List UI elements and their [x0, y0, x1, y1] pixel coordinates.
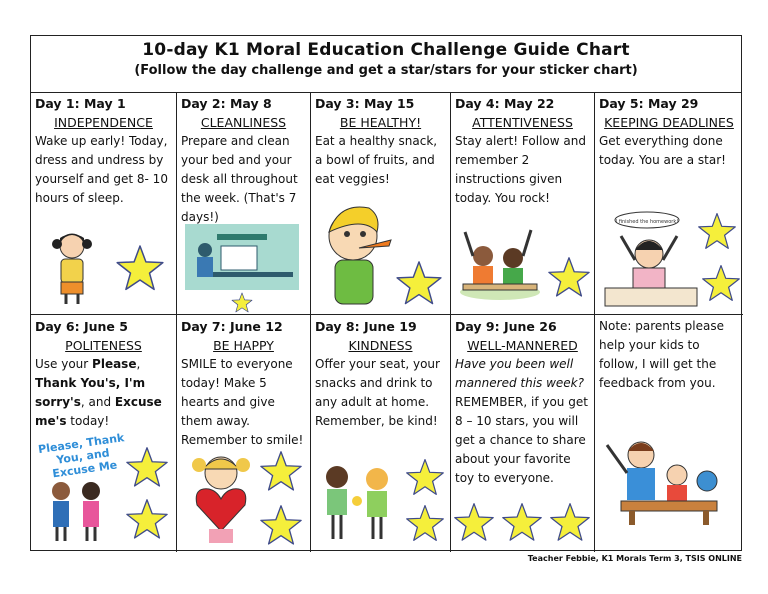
star-sticker — [547, 256, 591, 300]
girl-with-heart-illustration — [187, 453, 255, 549]
star-sticker — [125, 446, 169, 490]
day-label: Day 7: June 12 — [181, 319, 283, 334]
day-description: SMILE to everyone today! Make 5 hearts and give them away. Remember to smile! — [181, 357, 304, 447]
parent-note: Note: parents please help your kids to follow, I will get the feedback from you. — [599, 319, 724, 390]
theme-label: INDEPENDENCE — [54, 115, 153, 130]
day-label: Day 4: May 22 — [455, 96, 555, 111]
day-description: Offer your seat, your snacks and drink to any adult at home. Remember, be kind! — [315, 357, 440, 428]
star-sticker — [405, 504, 445, 544]
theme-label: BE HAPPY — [213, 338, 274, 353]
star-sticker — [115, 244, 165, 294]
day-description: Get everything done today. You are a star! — [599, 134, 726, 167]
kids-sharing-illustration — [317, 463, 401, 545]
star-sticker — [701, 264, 741, 304]
speech-bubble-text: I finished the homework! — [615, 219, 679, 225]
day-description: Use your Please, Thank You's, I'm sorry's, and Excuse me's today! — [35, 357, 162, 428]
theme-label: WELL-MANNERED — [467, 338, 578, 353]
star-sticker — [501, 502, 543, 544]
theme-label: BE HEALTHY! — [339, 115, 422, 130]
star-sticker — [259, 504, 303, 548]
boy-finished-homework-illustration — [601, 210, 701, 310]
theme-label: POLITENESS — [65, 338, 142, 353]
star-sticker — [395, 260, 443, 308]
day-description: Have you been well mannered this week? REMEMBER, if you get 8 – 10 stars, you will get a chance to share about your favorite toy to everyone. — [455, 357, 588, 485]
chart-title: 10-day K1 Moral Education Challenge Guide Chart — [142, 40, 630, 60]
footer-credit: Teacher Febbie, K1 Morals Term 3, TSIS ONLINE — [527, 554, 742, 563]
day-2-cell — [177, 92, 311, 315]
theme-label: KINDNESS — [348, 338, 413, 353]
day-label: Day 1: May 1 — [35, 96, 126, 111]
day-description: Stay alert! Follow and remember 2 instructions given today. You rock! — [455, 134, 586, 205]
boy-eating-carrot-illustration — [319, 202, 395, 306]
theme-label: CLEANLINESS — [200, 115, 287, 130]
day-description: Prepare and clean your bed and your desk all throughout the week. (That's 7 days!) — [181, 134, 298, 224]
theme-label: ATTENTIVENESS — [472, 115, 573, 130]
kids-greeting-illustration — [47, 479, 107, 545]
star-sticker — [125, 498, 169, 542]
star-sticker — [549, 502, 591, 544]
teacher-with-student-illustration — [601, 433, 721, 525]
day-label: Day 3: May 15 — [315, 96, 415, 111]
politeness-banner: Please, Thank You, and Excuse Me — [37, 431, 125, 481]
star-sticker — [259, 450, 303, 494]
star-sticker — [405, 458, 445, 498]
girl-dressing-illustration — [49, 230, 95, 308]
day-label: Day 9: June 26 — [455, 319, 557, 334]
parent-note-cell — [595, 315, 743, 552]
day-label: Day 8: June 19 — [315, 319, 417, 334]
desk-cleaning-illustration — [185, 224, 299, 290]
chart-header — [31, 36, 741, 93]
students-raising-hands-illustration — [457, 226, 543, 306]
day-description: Eat a healthy snack, a bowl of fruits, and eat veggies! — [315, 134, 438, 186]
star-sticker — [453, 502, 495, 544]
chart-subtitle: (Follow the day challenge and get a star/stars for your sticker chart) — [134, 63, 638, 78]
star-sticker — [697, 212, 737, 252]
star-sticker — [231, 292, 253, 314]
day-label: Day 5: May 29 — [599, 96, 699, 111]
day-description: Wake up early! Today, dress and undress by yourself and get 8- 10 hours of sleep. — [35, 134, 168, 205]
guide-chart — [30, 35, 742, 551]
theme-label: KEEPING DEADLINES — [604, 115, 734, 130]
day-label: Day 2: May 8 — [181, 96, 272, 111]
day-label: Day 6: June 5 — [35, 319, 128, 334]
